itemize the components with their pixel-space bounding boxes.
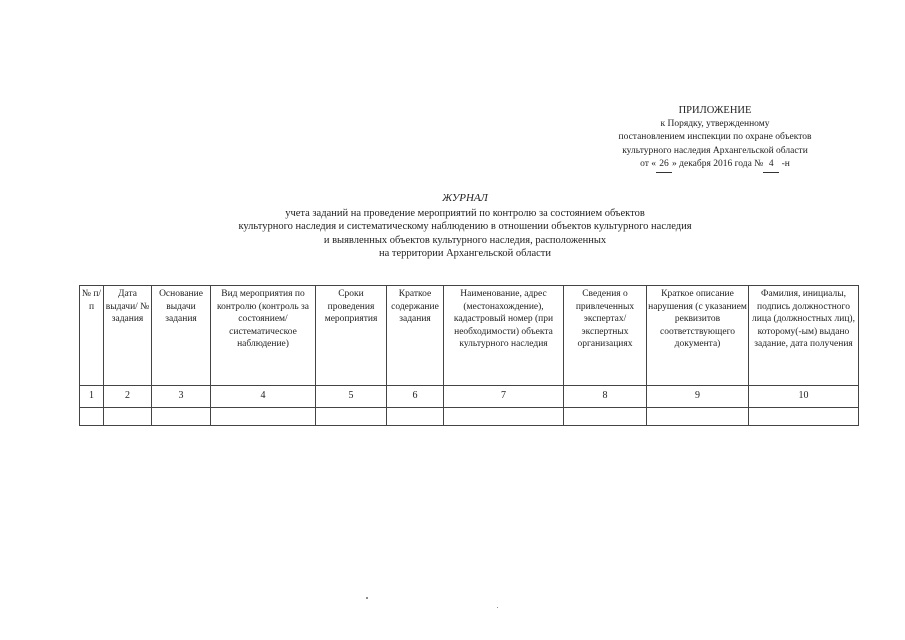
appendix-line: культурного наследия Архангельской области	[622, 145, 808, 156]
column-header: Сведения о привлеченных экспертах/ экспертных организациях	[564, 286, 647, 386]
column-number: 9	[647, 386, 749, 408]
appendix-line: постановлением инспекции по охране объектов	[618, 132, 812, 142]
column-number: 4	[211, 386, 316, 408]
table-cell	[104, 408, 152, 426]
table-cell	[564, 408, 647, 426]
table-cell	[647, 408, 749, 426]
column-header: Дата выдачи/ № задания	[104, 286, 152, 386]
scan-speck	[497, 607, 498, 608]
document-number: 4	[763, 158, 779, 173]
column-header: Фамилия, инициалы, подпись должностного лица (должностных лиц), которому(-ым) выдано задание, дата получения	[749, 286, 859, 386]
table-cell	[387, 408, 444, 426]
appendix-date-line	[590, 158, 840, 173]
table-header-row	[80, 286, 859, 386]
column-header: Основание выдачи задания	[152, 286, 211, 386]
date-suffix: -н	[781, 159, 790, 169]
journal-subtitle-line: учета заданий на проведение мероприятий по контролю за состоянием объектов	[285, 207, 645, 219]
journal-subtitle-line: на территории Архангельской области	[379, 248, 551, 259]
table-cell	[80, 408, 104, 426]
column-number: 10	[749, 386, 859, 408]
appendix-block	[590, 104, 840, 173]
table-cell	[152, 408, 211, 426]
column-header: № п/п	[80, 286, 104, 386]
journal-heading: ЖУРНАЛ	[442, 192, 488, 204]
column-number: 1	[80, 386, 104, 408]
column-number: 6	[387, 386, 444, 408]
journal-subtitle-line: культурного наследия и систематическому наблюдению в отношении объектов культурного наследия	[238, 221, 692, 232]
appendix-title: ПРИЛОЖЕНИЕ	[678, 105, 752, 116]
column-number: 5	[316, 386, 387, 408]
journal-table	[79, 285, 859, 426]
column-header: Краткое описание нарушения (с указанием реквизитов соответствующего документа)	[647, 286, 749, 386]
column-number-row	[80, 386, 859, 408]
column-header: Вид мероприятия по контролю (контроль за состоянием/ систематическое наблюдение)	[211, 286, 316, 386]
column-number: 2	[104, 386, 152, 408]
column-header: Краткое содержание задания	[387, 286, 444, 386]
date-prefix: от «	[640, 159, 657, 169]
column-number: 7	[444, 386, 564, 408]
empty-entry-row	[80, 408, 859, 426]
column-header: Наименование, адрес (местонахождение), кадастровый номер (при необходимости) объекта культурного наследия	[444, 286, 564, 386]
column-header: Сроки проведения мероприятия	[316, 286, 387, 386]
appendix-line: к Порядку, утвержденному	[660, 118, 770, 129]
table-cell	[749, 408, 859, 426]
table-cell	[444, 408, 564, 426]
journal-title-block	[160, 192, 770, 261]
scan-speck	[366, 597, 368, 599]
journal-subtitle-line: и выявленных объектов культурного наследия, расположенных	[323, 234, 607, 246]
table-cell	[316, 408, 387, 426]
column-number: 3	[152, 386, 211, 408]
date-day: 26	[656, 158, 672, 173]
column-number: 8	[564, 386, 647, 408]
date-middle: » декабря 2016 года №	[672, 159, 764, 169]
table-cell	[211, 408, 316, 426]
